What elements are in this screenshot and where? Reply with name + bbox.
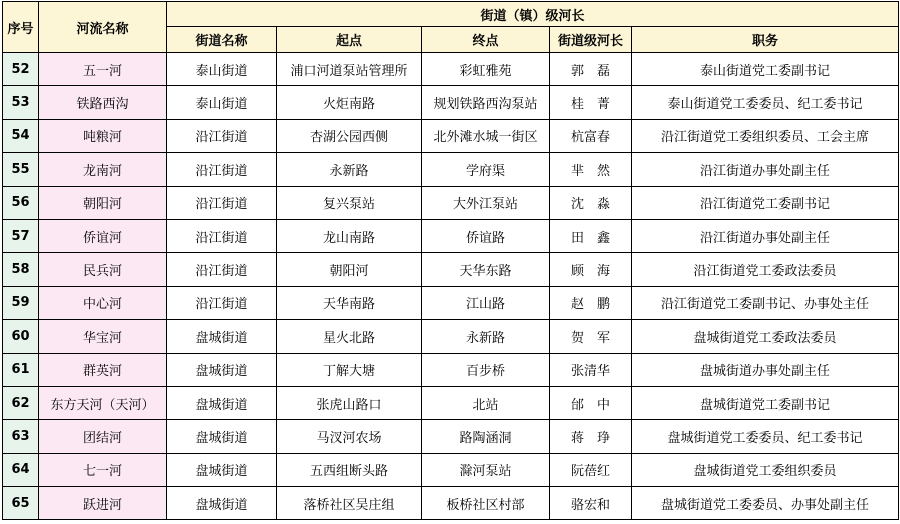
cell-position: 沿江街道党工委政法委员 [632, 253, 899, 286]
cell-start-point: 五西组断头路 [277, 453, 422, 486]
cell-index: 55 [3, 153, 39, 186]
cell-river-name: 铁路西沟 [39, 86, 167, 119]
cell-river-name: 龙南河 [39, 153, 167, 186]
table-row [3, 487, 899, 520]
cell-river-name: 朝阳河 [39, 186, 167, 219]
cell-start-point: 杏湖公园西侧 [277, 119, 422, 152]
cell-river-name: 五一河 [39, 53, 167, 86]
cell-end-point: 江山路 [422, 286, 550, 319]
cell-position: 盘城街道党工委委员、办事处副主任 [632, 487, 899, 520]
table-row [3, 53, 899, 86]
cell-street-name: 沿江街道 [167, 153, 277, 186]
cell-river-name: 民兵河 [39, 253, 167, 286]
cell-end-point: 彩虹雅苑 [422, 53, 550, 86]
cell-river-name: 中心河 [39, 286, 167, 319]
table-row [3, 219, 899, 252]
cell-street-name: 盘城街道 [167, 386, 277, 419]
cell-river-name: 吨粮河 [39, 119, 167, 152]
table-row [3, 320, 899, 353]
cell-position: 泰山街道党工委委员、纪工委书记 [632, 86, 899, 119]
cell-end-point: 北站 [422, 386, 550, 419]
cell-street-name: 泰山街道 [167, 86, 277, 119]
table-header [3, 2, 899, 53]
cell-street-chief: 顾 海 [550, 253, 632, 286]
table-row [3, 453, 899, 486]
cell-position: 盘城街道党工委委员、纪工委书记 [632, 420, 899, 453]
cell-index: 59 [3, 286, 39, 319]
cell-street-chief: 郭 磊 [550, 53, 632, 86]
cell-end-point: 滁河泵站 [422, 453, 550, 486]
cell-street-name: 沿江街道 [167, 253, 277, 286]
cell-index: 57 [3, 219, 39, 252]
cell-index: 64 [3, 453, 39, 486]
table-row [3, 119, 899, 152]
cell-position: 泰山街道党工委副书记 [632, 53, 899, 86]
cell-start-point: 复兴泵站 [277, 186, 422, 219]
cell-street-chief: 沈 淼 [550, 186, 632, 219]
cell-end-point: 规划铁路西沟泵站 [422, 86, 550, 119]
header-street-level-group: 街道（镇）级河长 [167, 2, 899, 27]
cell-position: 盘城街道办事处副主任 [632, 353, 899, 386]
cell-street-chief: 蒋 琤 [550, 420, 632, 453]
cell-street-name: 盘城街道 [167, 487, 277, 520]
cell-start-point: 丁解大塘 [277, 353, 422, 386]
cell-index: 53 [3, 86, 39, 119]
cell-street-name: 沿江街道 [167, 186, 277, 219]
cell-index: 56 [3, 186, 39, 219]
cell-end-point: 永新路 [422, 320, 550, 353]
cell-river-name: 华宝河 [39, 320, 167, 353]
cell-street-name: 盘城街道 [167, 420, 277, 453]
table-row [3, 286, 899, 319]
cell-end-point: 大外江泵站 [422, 186, 550, 219]
cell-street-name: 泰山街道 [167, 53, 277, 86]
cell-index: 65 [3, 487, 39, 520]
cell-street-chief: 贺 军 [550, 320, 632, 353]
cell-start-point: 龙山南路 [277, 219, 422, 252]
cell-index: 62 [3, 386, 39, 419]
cell-start-point: 朝阳河 [277, 253, 422, 286]
cell-street-name: 盘城街道 [167, 320, 277, 353]
cell-end-point: 板桥社区村部 [422, 487, 550, 520]
cell-street-chief: 邰 中 [550, 386, 632, 419]
table-row [3, 420, 899, 453]
header-index: 序号 [3, 2, 39, 53]
cell-street-chief: 张清华 [550, 353, 632, 386]
table-row [3, 353, 899, 386]
cell-position: 盘城街道党工委副书记 [632, 386, 899, 419]
cell-street-chief: 杭富春 [550, 119, 632, 152]
header-river-name: 河流名称 [39, 2, 167, 53]
cell-start-point: 落桥社区吴庄组 [277, 487, 422, 520]
cell-end-point: 百步桥 [422, 353, 550, 386]
cell-end-point: 学府渠 [422, 153, 550, 186]
cell-street-chief: 芈 然 [550, 153, 632, 186]
table-row [3, 86, 899, 119]
header-row-top [3, 2, 899, 27]
cell-start-point: 天华南路 [277, 286, 422, 319]
cell-position: 盘城街道党工委政法委员 [632, 320, 899, 353]
cell-end-point: 侨谊路 [422, 219, 550, 252]
table-row [3, 186, 899, 219]
cell-street-name: 沿江街道 [167, 286, 277, 319]
table-row [3, 253, 899, 286]
table-body [3, 53, 899, 520]
cell-street-chief: 阮蓓红 [550, 453, 632, 486]
cell-end-point: 路陶涵洞 [422, 420, 550, 453]
cell-position: 沿江街道党工委副书记、办事处主任 [632, 286, 899, 319]
cell-start-point: 火炬南路 [277, 86, 422, 119]
cell-start-point: 永新路 [277, 153, 422, 186]
cell-river-name: 侨谊河 [39, 219, 167, 252]
river-chief-table [2, 1, 899, 520]
cell-index: 61 [3, 353, 39, 386]
cell-start-point: 张虎山路口 [277, 386, 422, 419]
cell-river-name: 东方天河（天河） [39, 386, 167, 419]
cell-index: 58 [3, 253, 39, 286]
table-row [3, 153, 899, 186]
cell-street-chief: 田 鑫 [550, 219, 632, 252]
cell-river-name: 跃进河 [39, 487, 167, 520]
cell-street-name: 盘城街道 [167, 453, 277, 486]
cell-river-name: 七一河 [39, 453, 167, 486]
cell-street-chief: 赵 鹏 [550, 286, 632, 319]
cell-street-name: 盘城街道 [167, 353, 277, 386]
cell-start-point: 浦口河道泵站管理所 [277, 53, 422, 86]
header-street-name: 街道名称 [167, 27, 277, 53]
cell-street-chief: 桂 菁 [550, 86, 632, 119]
header-street-chief: 街道级河长 [550, 27, 632, 53]
table-row [3, 386, 899, 419]
cell-position: 沿江街道办事处副主任 [632, 153, 899, 186]
cell-street-chief: 骆宏和 [550, 487, 632, 520]
cell-index: 60 [3, 320, 39, 353]
header-start-point: 起点 [277, 27, 422, 53]
header-position: 职务 [632, 27, 899, 53]
cell-end-point: 北外滩水城一街区 [422, 119, 550, 152]
cell-index: 63 [3, 420, 39, 453]
cell-street-name: 沿江街道 [167, 119, 277, 152]
cell-position: 沿江街道党工委组织委员、工会主席 [632, 119, 899, 152]
cell-start-point: 星火北路 [277, 320, 422, 353]
cell-river-name: 群英河 [39, 353, 167, 386]
header-end-point: 终点 [422, 27, 550, 53]
cell-position: 沿江街道办事处副主任 [632, 219, 899, 252]
cell-start-point: 马汊河农场 [277, 420, 422, 453]
cell-end-point: 天华东路 [422, 253, 550, 286]
cell-index: 52 [3, 53, 39, 86]
cell-index: 54 [3, 119, 39, 152]
cell-position: 沿江街道党工委副书记 [632, 186, 899, 219]
cell-river-name: 团结河 [39, 420, 167, 453]
cell-position: 盘城街道党工委组织委员 [632, 453, 899, 486]
cell-street-name: 沿江街道 [167, 219, 277, 252]
